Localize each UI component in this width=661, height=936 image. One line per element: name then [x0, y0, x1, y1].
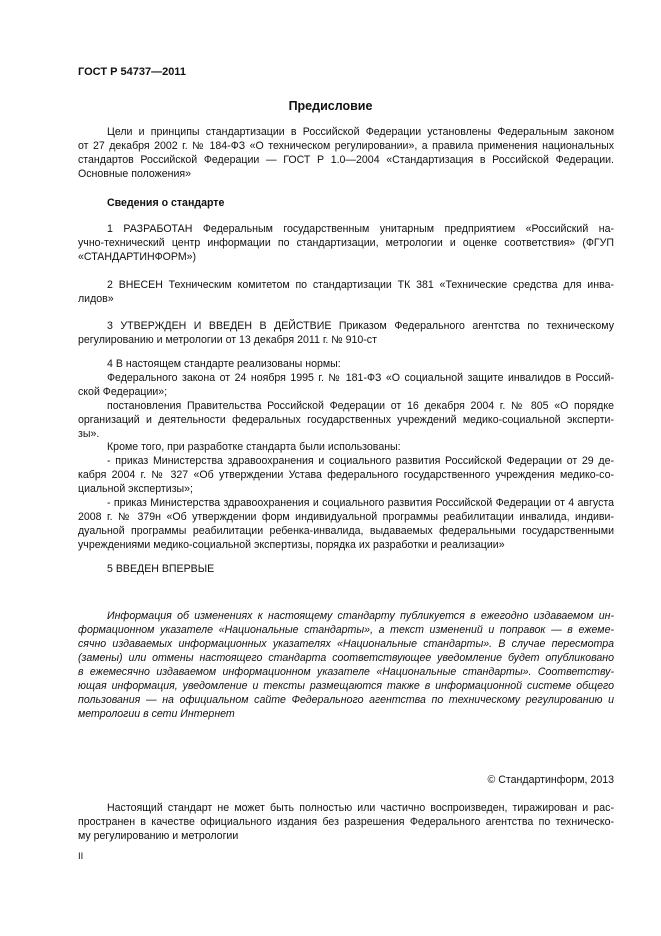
text-line: Информация об изменениях к настоящему стандарту публикуется в ежегодно издаваемом ин-: [107, 610, 614, 622]
text-line: лидов»: [78, 293, 114, 305]
text-line: стандартов Российской Федерации — ГОСТ Р 1.0—2004 «Стандартизация в Российской Федерации.: [78, 154, 614, 166]
text-line: 4 В настоящем стандарте реализованы нормы:: [107, 358, 341, 370]
section-title: Сведения о стандарте: [107, 197, 225, 209]
text-line: (замены) или отмены настоящего стандарта соответствующее уведомление будет опубликовано: [78, 652, 614, 664]
text-line: формационном указателе «Национальные стандарты», а текст изменений и поправок — в ежеме-: [78, 624, 614, 636]
copyright: © Стандартинформ, 2013: [487, 774, 614, 786]
document-code: ГОСТ Р 54737—2011: [78, 66, 186, 78]
text-line: му регулированию и метрологии: [78, 830, 239, 842]
text-line: «СТАНДАРТИНФОРМ»): [78, 251, 197, 263]
text-line: учно-технический центр информации по стандартизации, метрологии и оценке соответствия» (ФГУП: [78, 237, 614, 249]
text-line: сячно издаваемых информационных указателях «Национальные стандарты». В случае пересмотра: [78, 638, 614, 650]
text-line: Основные положения»: [78, 168, 192, 180]
text-line: постановления Правительства Российской Федерации от 16 декабря 2004 г. № 805 «О порядке: [107, 400, 614, 412]
text-line: Федерального закона от 24 ноября 1995 г. № 181-ФЗ «О социальной защите инвалидов в Россий-: [107, 372, 614, 384]
text-line: пространен в качестве официального издания без разрешения Федерального агентства по техническо-: [78, 816, 614, 828]
text-line: 1 РАЗРАБОТАН Федеральным государственным унитарным предприятием «Российский на-: [107, 223, 614, 235]
text-line: метрологии в сети Интернет: [78, 708, 235, 720]
text-line: ющая информация, уведомление и тексты размещаются также в информационной системе общего: [78, 680, 614, 692]
text-line: пользования — на официальном сайте Федерального агентства по техническому регулированию и: [78, 694, 614, 706]
text-line: Кроме того, при разработке стандарта были использованы:: [107, 441, 401, 453]
text-line: зы».: [78, 428, 100, 440]
text-line: Настоящий стандарт не может быть полностью или частично воспроизведен, тиражирован и рас-: [107, 802, 614, 814]
text-line: 3 УТВЕРЖДЕН И ВВЕДЕН В ДЕЙСТВИЕ Приказом Федерального агентства по техническому: [107, 320, 614, 332]
text-line: кабря 2004 г. № 327 «Об утверждении Устава федерального государственного учреждения медико-со-: [78, 469, 614, 481]
text-line: учреждениями медико-социальной экспертизы, порядка их разработки и реализации»: [78, 539, 505, 551]
text-line: в ежемесячно издаваемом информационном указателе «Национальные стандарты». Соответству-: [78, 666, 614, 678]
text-line: от 27 декабря 2002 г. № 184-ФЗ «О техническом регулировании», а правила применения национальных: [78, 140, 614, 152]
item-5: 5 ВВЕДЕН ВПЕРВЫЕ: [107, 563, 215, 575]
text-line: ской Федерации»;: [78, 386, 168, 398]
text-line: циальной экспертизы»;: [78, 483, 194, 495]
text-line: дуальной программы реабилитации ребенка-инвалида, выдаваемых федеральными государственными: [78, 525, 614, 537]
text-line: - приказ Министерства здравоохранения и социального развития Российской Федерации от 29 де-: [107, 455, 614, 467]
text-line: организаций и деятельности федеральных государственных учреждений медико-социальной эксперти-: [78, 414, 614, 426]
page-title: Предисловие: [288, 99, 373, 113]
text-line: регулированию и метрологии от 13 декабря 2011 г. № 910-ст: [78, 334, 377, 346]
text-line: 2008 г. № 379н «Об утверждении форм индивидуальной программы реабилитации инвалида, индиви-: [78, 511, 614, 523]
text-line: Цели и принципы стандартизации в Российской Федерации установлены Федеральным законом: [107, 126, 614, 138]
text-line: 2 ВНЕСЕН Техническим комитетом по стандартизации ТК 381 «Технические средства для инва-: [107, 279, 614, 291]
page-number: II: [78, 851, 84, 862]
text-line: - приказ Министерства здравоохранения и социального развития Российской Федерации от 4 августа: [107, 497, 614, 509]
